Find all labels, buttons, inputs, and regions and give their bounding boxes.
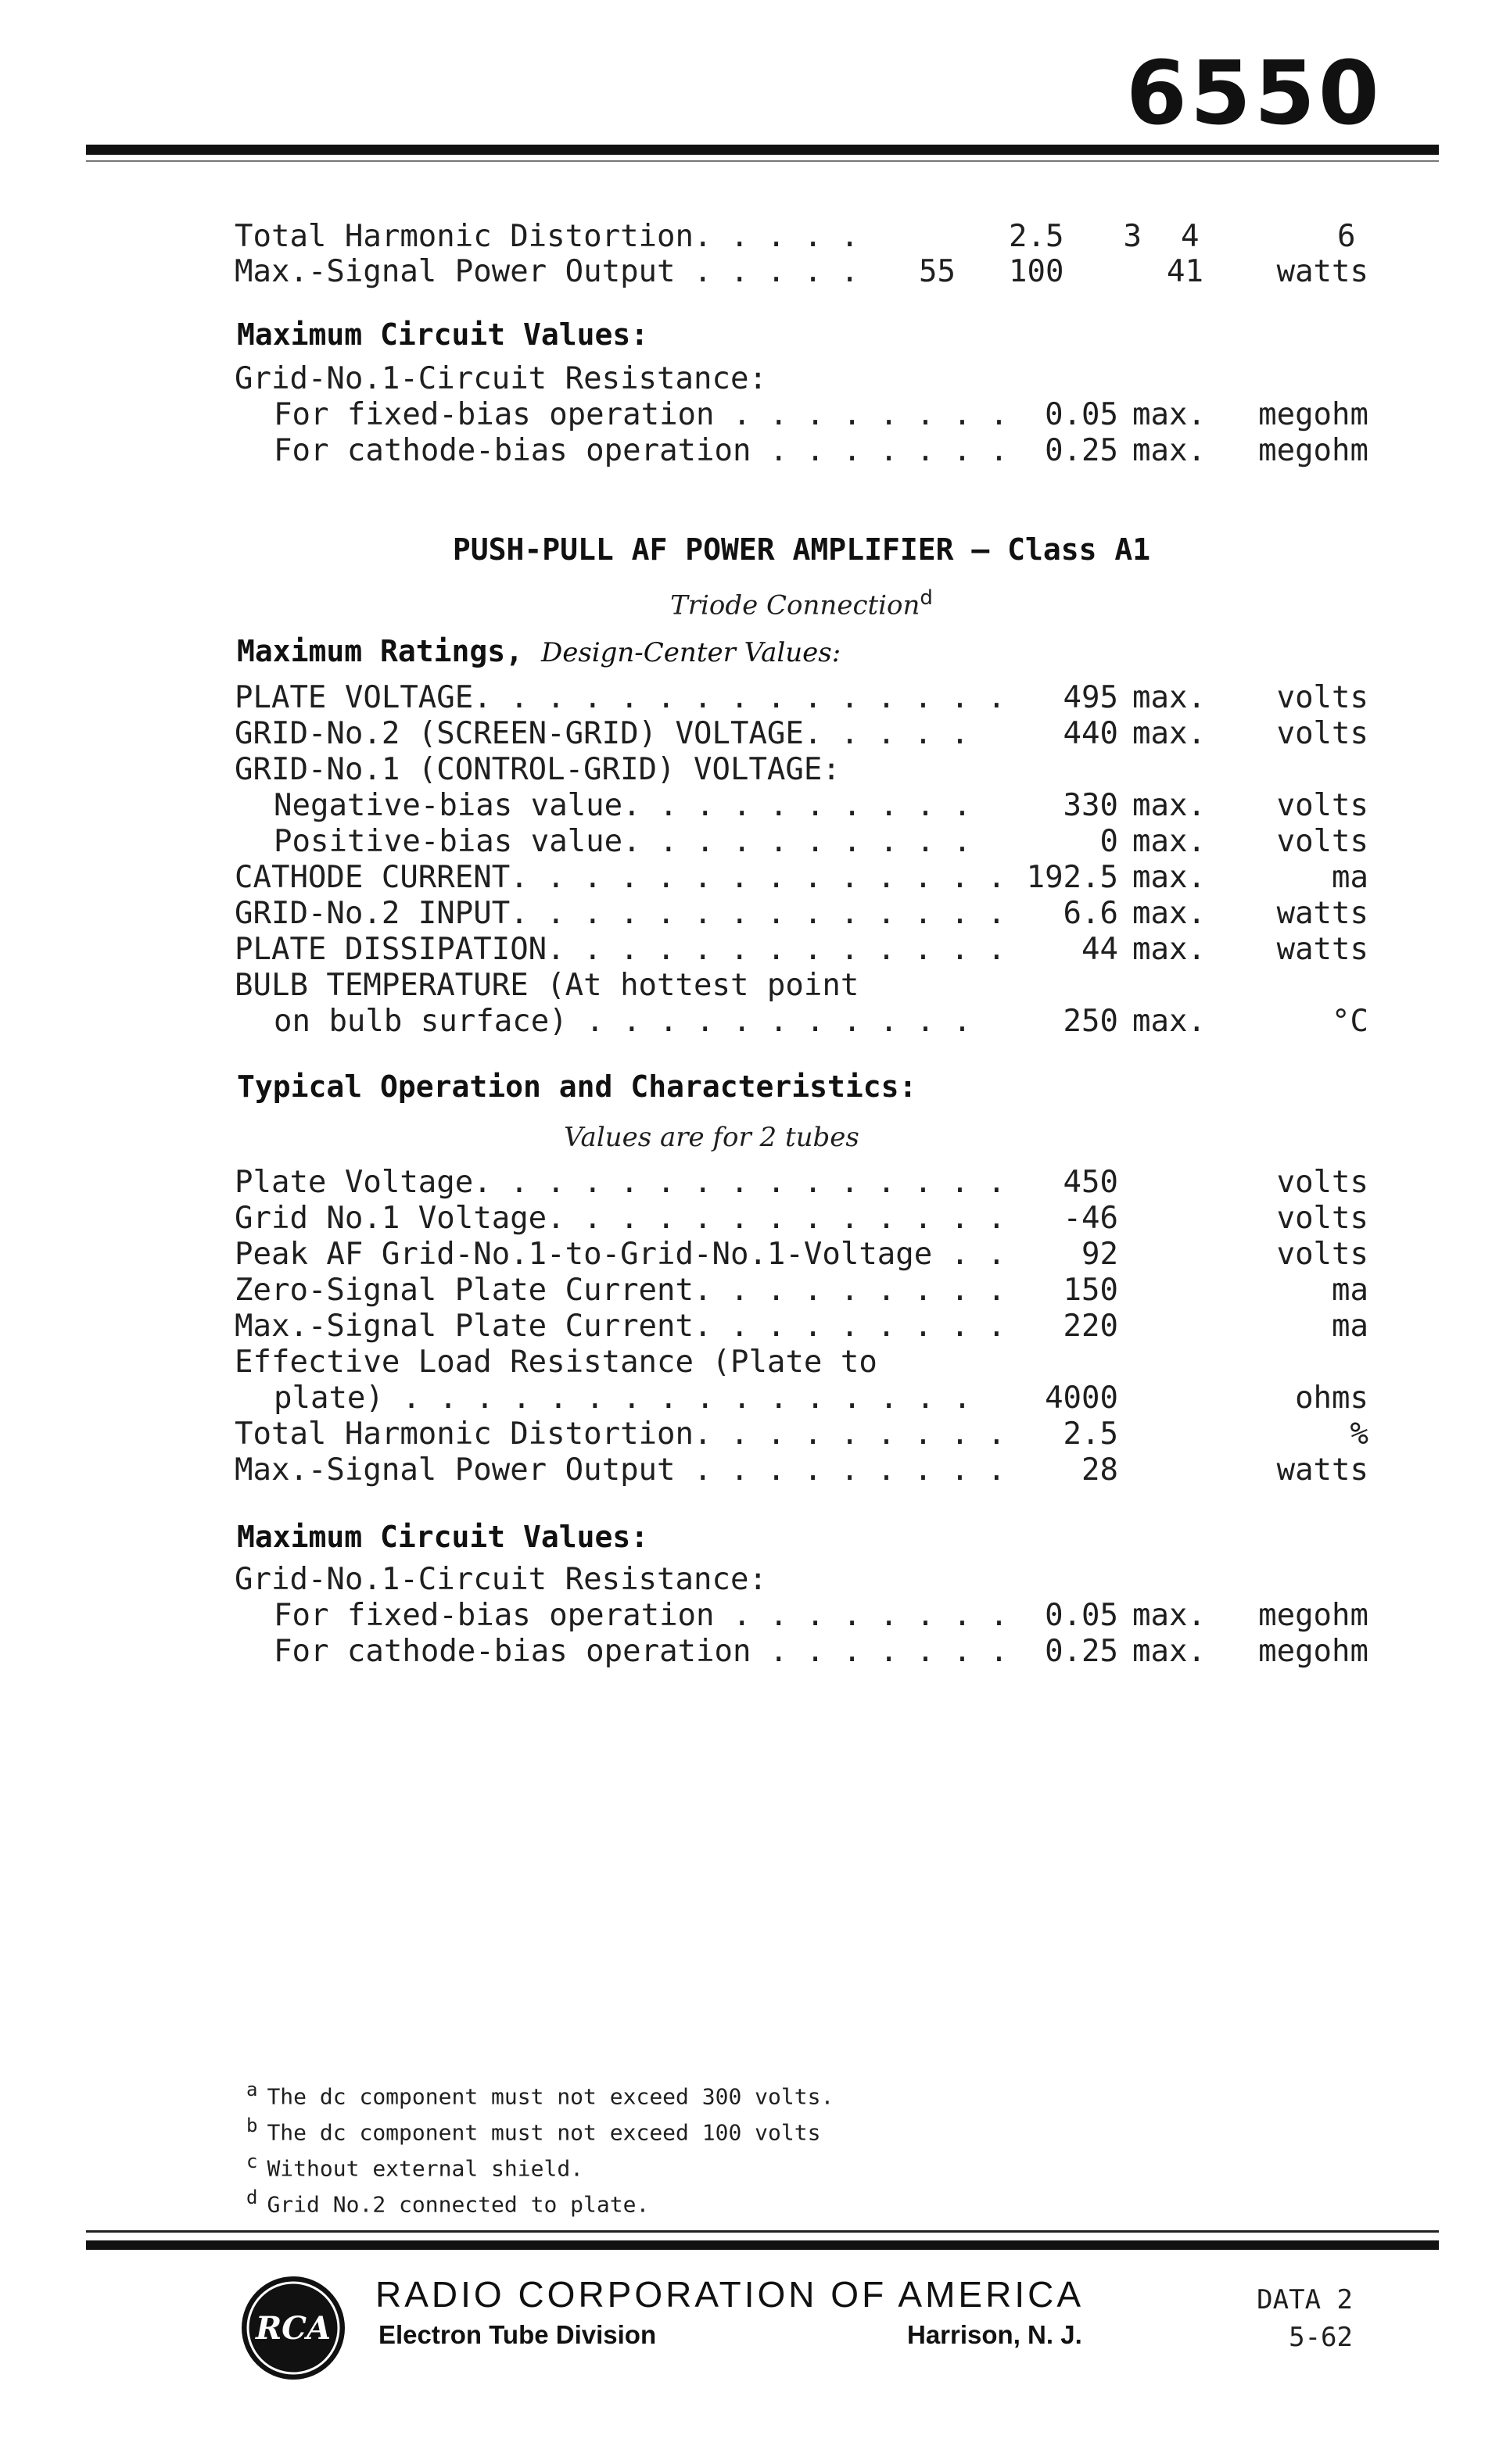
row-value: 192.5 [1026,860,1118,895]
table-row [235,1416,1368,1452]
row-unit: megohm [1258,433,1368,468]
row-value: 2.5 [1063,1416,1118,1452]
row-unit: ma [1332,1309,1368,1344]
ratings-heading-text: Maximum Ratings, [237,634,524,668]
row-label: Max.-Signal Power Output . . . . . . . . . [235,1452,1006,1488]
section-subtitle [235,580,1368,623]
row-unit: megohm [1258,1598,1368,1633]
row-value: 0.05 [1045,1598,1118,1633]
row-value-col3: 41 [1167,254,1203,289]
row-label: Plate Voltage. . . . . . . . . . . . . . . [235,1165,1006,1200]
row-label: GRID-No.1 (CONTROL-GRID) VOLTAGE: [235,752,841,787]
section-heading: Maximum Circuit Values: [237,317,649,352]
table-row [235,716,1368,752]
table-row [235,1598,1368,1634]
row-value-col2: 2.5 [1009,219,1064,254]
row-label: PLATE DISSIPATION. . . . . . . . . . . . . [235,932,1006,967]
group-label-row [235,361,1368,397]
table-row [235,1165,1368,1201]
header-rule-thin [86,160,1439,162]
row-value: 4000 [1045,1381,1118,1416]
row-value: 44 [1081,932,1118,967]
tube-type-number: 6550 [1126,43,1383,145]
row-label: Max.-Signal Plate Current. . . . . . . . . [235,1309,1006,1344]
row-value: 440 [1063,716,1118,751]
data-date: 5-62 [1289,2322,1353,2353]
row-value: 6.6 [1063,896,1118,931]
row-label: Peak AF Grid-No.1-to-Grid-No.1-Voltage . . [235,1237,1006,1272]
row-label: GRID-No.2 INPUT. . . . . . . . . . . . . . [235,896,1006,931]
row-unit: ma [1332,1273,1368,1308]
row-value-col2: 100 [1009,254,1064,289]
row-modifier: max. [1132,397,1206,432]
table-row [235,1309,1368,1345]
row-label: For cathode-bias operation . . . . . . . [274,1634,1009,1669]
row-modifier: max. [1132,1004,1206,1039]
group-label-row [235,1562,1368,1598]
footnote-mark: c [246,2151,258,2172]
row-label: plate) . . . . . . . . . . . . . . . . [274,1381,972,1416]
company-location: Harrison, N. J. [907,2320,1082,2349]
company-name: RADIO CORPORATION OF AMERICA [375,2274,1084,2315]
row-modifier: max. [1132,680,1206,715]
table-row [235,1381,1368,1416]
table-row [235,1004,1368,1040]
row-modifier: max. [1132,932,1206,967]
row-unit: watts [1276,896,1368,931]
table-row [235,397,1368,433]
footnote-mark: d [246,2186,258,2208]
table-row [235,860,1368,896]
row-unit: megohm [1258,1634,1368,1669]
subtitle-footnote-mark: d [920,586,933,610]
table-row [235,433,1368,469]
footnote-text: Without external shield. [267,2155,584,2182]
row-label: Total Harmonic Distortion. . . . . [235,219,859,254]
row-unit: °C [1332,1004,1368,1039]
row-unit: volts [1276,788,1368,823]
row-label: For fixed-bias operation . . . . . . . . [274,397,1009,432]
row-value: -46 [1063,1201,1118,1236]
row-value-col1: 3 [1123,219,1142,254]
row-label: Max.-Signal Power Output . . . . . [235,254,859,289]
row-modifier: max. [1132,1634,1206,1669]
row-label: Positive-bias value. . . . . . . . . . [274,824,972,859]
table-row [235,932,1368,968]
row-label: PLATE VOLTAGE. . . . . . . . . . . . . . . [235,680,1006,715]
row-modifier: max. [1132,896,1206,931]
footnote-text: The dc component must not exceed 300 volts. [267,2083,834,2110]
row-label: BULB TEMPERATURE (At hottest point [235,968,859,1003]
row-unit: % [1350,1416,1368,1452]
section-title: PUSH-PULL AF POWER AMPLIFIER — Class A1 [452,532,1151,567]
row-label: CATHODE CURRENT. . . . . . . . . . . . . . [235,860,1006,895]
row-label: Total Harmonic Distortion. . . . . . . . . [235,1416,1006,1452]
row-modifier: max. [1132,1598,1206,1633]
row-unit: watts [1276,1452,1368,1488]
row-modifier: max. [1132,860,1206,895]
row-label: on bulb surface) . . . . . . . . . . . [274,1004,972,1039]
row-value: 220 [1063,1309,1118,1344]
row-modifier: max. [1132,716,1206,751]
row-unit: ohms [1295,1381,1368,1416]
row-value: 0 [1099,824,1118,859]
row-label: Zero-Signal Plate Current. . . . . . . . . [235,1273,1006,1308]
table-row [235,896,1368,932]
row-modifier: max. [1132,788,1206,823]
logo-text: RCA [255,2310,332,2347]
row-value: 450 [1063,1165,1118,1200]
typical-subheading: Values are for 2 tubes [564,1122,859,1153]
typical-heading: Typical Operation and Characteristics: [237,1069,917,1104]
data-label: DATA 2 [1257,2284,1353,2315]
table-row [235,1201,1368,1237]
row-unit: volts [1276,716,1368,751]
table-row [235,968,1368,1004]
group-label: Grid-No.1-Circuit Resistance: [235,361,767,396]
footnote-text: Grid No.2 connected to plate. [267,2191,650,2218]
row-value: 92 [1081,1237,1118,1272]
row-label: For fixed-bias operation . . . . . . . . [274,1598,1009,1633]
group-label: Grid-No.1-Circuit Resistance: [235,1562,767,1597]
row-value: 330 [1063,788,1118,823]
section-heading: Maximum Circuit Values: [237,1520,649,1554]
row-value: 0.05 [1045,397,1118,432]
row-value: 0.25 [1045,1634,1118,1669]
row-label: Negative-bias value. . . . . . . . . . [274,788,972,823]
row-unit: volts [1276,824,1368,859]
rca-logo [239,2273,348,2383]
table-row [235,752,1368,788]
row-value-col3: 4 [1181,219,1200,254]
table-row [235,788,1368,824]
table-row [235,1452,1368,1488]
row-value: 495 [1063,680,1118,715]
footnote-text: The dc component must not exceed 100 volts [267,2119,821,2146]
row-unit: megohm [1258,397,1368,432]
division-name: Electron Tube Division [378,2320,657,2349]
table-row [235,1634,1368,1670]
footer-rule-thin [86,2230,1439,2233]
row-unit: volts [1276,1237,1368,1272]
row-label: Effective Load Resistance (Plate to [235,1345,877,1380]
footnote [246,2179,649,2222]
footnote-mark: a [246,2079,258,2100]
footer-rule-thick [86,2240,1439,2250]
header-rule-thick [86,145,1439,155]
row-value-col4: 6 [1337,219,1356,254]
row-unit: watts [1276,254,1368,289]
table-row [235,1273,1368,1309]
row-value-col1: 55 [919,254,956,289]
ratings-heading-italic: Design-Center Values: [540,637,841,668]
row-value: 0.25 [1045,433,1118,468]
row-modifier: max. [1132,824,1206,859]
row-modifier: max. [1132,433,1206,468]
table-row [235,219,1368,255]
row-unit: watts [1276,932,1368,967]
table-row [235,254,1368,290]
table-row [235,824,1368,860]
table-row [235,1345,1368,1381]
row-label: Grid No.1 Voltage. . . . . . . . . . . . . [235,1201,1006,1236]
data-sheet-id [1220,2281,1353,2356]
row-label: GRID-No.2 (SCREEN-GRID) VOLTAGE. . . . . [235,716,970,751]
table-row [235,680,1368,716]
footnote-mark: b [246,2115,258,2136]
table-row [235,1237,1368,1273]
ratings-heading [237,633,841,671]
row-unit: ma [1332,860,1368,895]
row-value: 150 [1063,1273,1118,1308]
row-label: For cathode-bias operation . . . . . . . [274,433,1009,468]
subtitle-text: Triode Connection [670,589,920,621]
row-value: 28 [1081,1452,1118,1488]
row-value: 250 [1063,1004,1118,1039]
row-unit: volts [1276,680,1368,715]
row-unit: volts [1276,1165,1368,1200]
row-unit: volts [1276,1201,1368,1236]
